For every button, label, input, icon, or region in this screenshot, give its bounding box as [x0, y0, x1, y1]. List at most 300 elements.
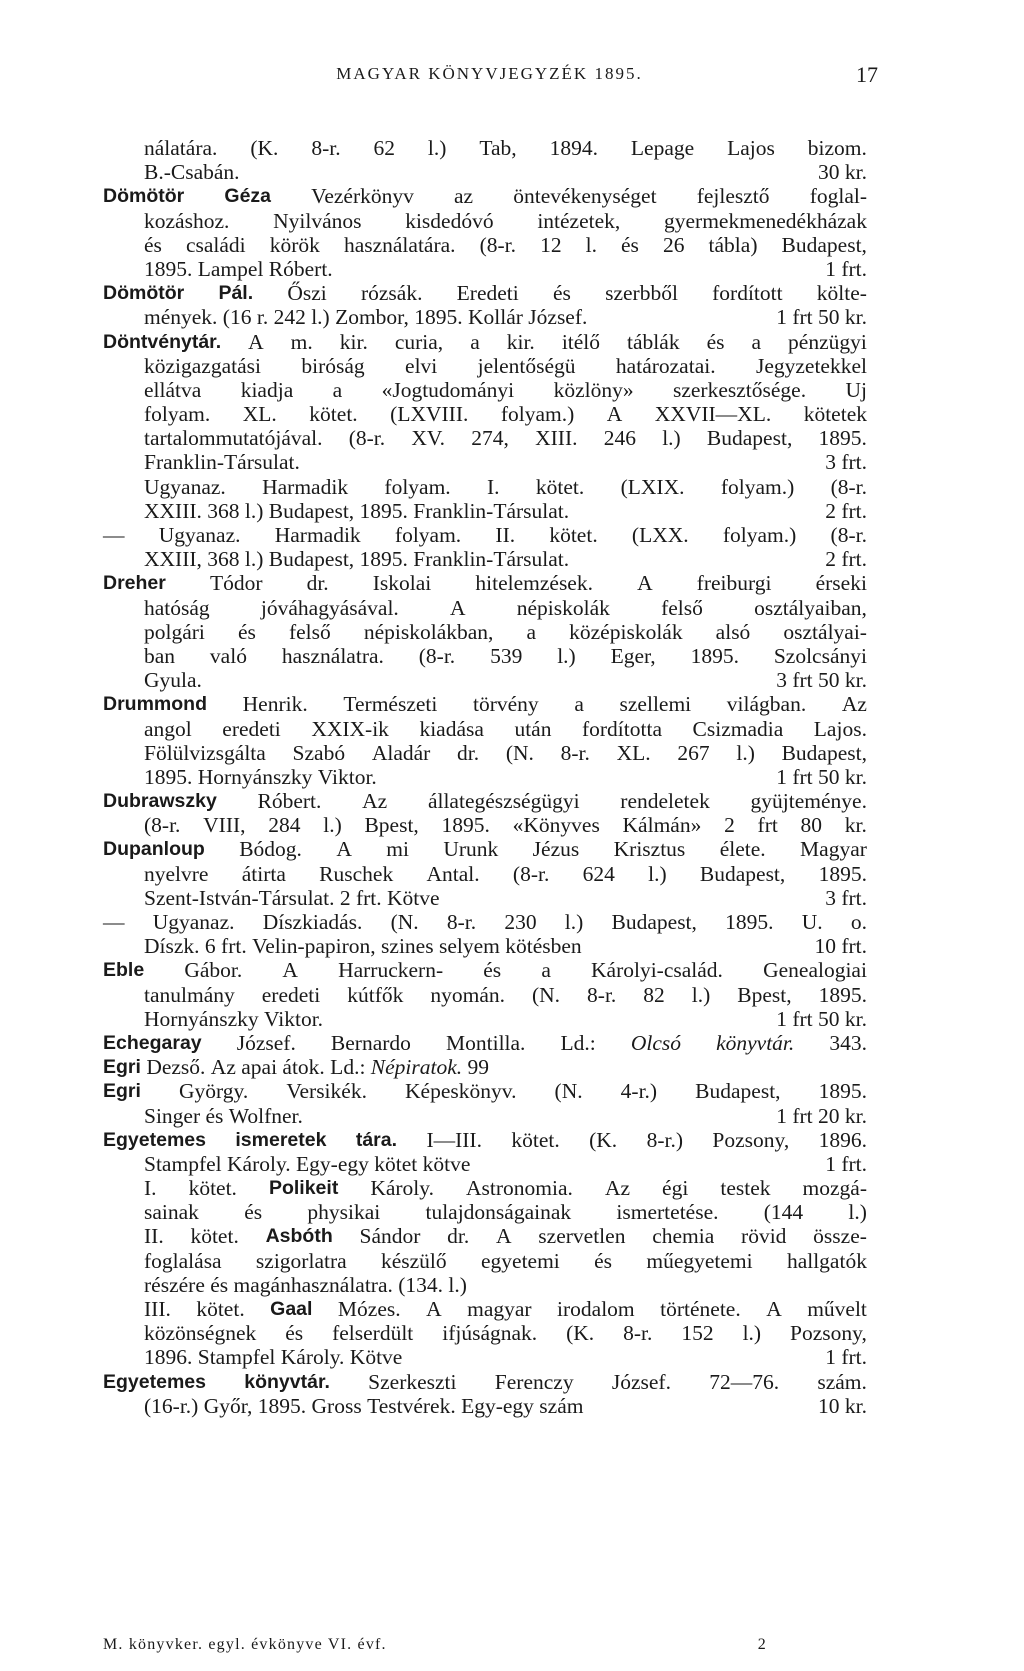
- text-word: l.): [564, 910, 584, 934]
- text-word: és: [244, 1200, 263, 1225]
- text-word: Lajos.: [813, 716, 867, 741]
- entry-price: 10 kr.: [818, 1393, 867, 1418]
- text-word: átirta: [241, 861, 286, 886]
- text-word: Természeti: [343, 692, 438, 717]
- text-word: (K.: [250, 136, 279, 160]
- page-footer: [103, 1636, 867, 1654]
- text-word: Fölülvizsgálta: [144, 740, 266, 765]
- text-word: (8-r.: [479, 232, 517, 257]
- text-word: közlöny»: [553, 377, 634, 402]
- text-word: XL.: [616, 740, 651, 765]
- text-word: Az: [841, 692, 867, 717]
- text-line: [103, 1104, 867, 1128]
- text-word: Antal.: [426, 861, 480, 886]
- text-word: polgári: [144, 619, 205, 644]
- text-word: kir.: [506, 329, 535, 354]
- text-word: II.: [144, 1224, 164, 1249]
- entry-text: 99: [462, 1055, 490, 1080]
- text-word: 72—76.: [709, 1369, 780, 1394]
- text-word: ellátva: [144, 377, 202, 402]
- text-word: és: [552, 281, 571, 306]
- text-word: György.: [179, 1079, 249, 1104]
- text-word: szám.: [817, 1369, 867, 1394]
- text-line: [103, 450, 867, 474]
- text-word: Kálmán»: [622, 813, 702, 838]
- text-word: Vezérkönyv: [311, 184, 414, 209]
- text-word: (N.: [554, 1079, 583, 1104]
- text-word: egyetemi: [480, 1248, 560, 1273]
- text-line: [103, 886, 867, 910]
- text-word: l.): [742, 1321, 762, 1346]
- text-word: A: [282, 958, 298, 983]
- text-word: dr.: [447, 1224, 470, 1249]
- text-word: mi: [386, 837, 409, 862]
- text-word: folyam.: [144, 402, 211, 427]
- text-word: kötet.: [535, 474, 585, 499]
- text-word: (LXX.: [631, 523, 689, 547]
- text-word: osztályai-: [783, 619, 867, 644]
- text-word: 2: [724, 813, 735, 838]
- text-word: népiskolákban,: [363, 619, 494, 644]
- running-title: MAGYAR KÖNYVJEGYZÉK 1895.: [336, 64, 643, 83]
- text-line: [103, 1321, 867, 1345]
- entry-text: 1895. Lampel Róbert.: [144, 256, 333, 281]
- text-line: [103, 813, 867, 837]
- text-word: 8-r.: [311, 136, 341, 160]
- text-word: (8-r.: [348, 426, 386, 451]
- entry-text: Hornyánszky Viktor.: [144, 1006, 324, 1031]
- text-word: Csizmadia: [692, 716, 784, 741]
- text-line: [103, 644, 867, 668]
- text-word: (144: [763, 1200, 804, 1225]
- text-word: szerbből: [605, 281, 678, 306]
- text-word: 8-r.: [446, 910, 477, 934]
- entry-author: Egyetemes: [103, 1370, 206, 1393]
- text-word: Gábor.: [184, 958, 243, 983]
- text-word: kútfők: [347, 982, 404, 1007]
- text-word: foglal-: [809, 184, 867, 209]
- entry-text: Singer és Wolfner.: [144, 1103, 303, 1128]
- entry-text: Gyula.: [144, 668, 202, 693]
- text-word: kötet.: [511, 1127, 560, 1152]
- entry-author: Géza: [224, 185, 272, 208]
- entry-text: Franklin-Társulat.: [144, 450, 300, 475]
- text-line: [103, 765, 867, 789]
- text-word: Lajos: [727, 136, 775, 160]
- text-line: [103, 1128, 867, 1152]
- text-line: [103, 136, 867, 160]
- entry-price: 2 frt.: [825, 498, 867, 523]
- text-word: 267: [677, 740, 710, 765]
- entry-author: Egri: [103, 1056, 141, 1079]
- text-word: égi: [662, 1176, 689, 1201]
- text-line: [103, 305, 867, 329]
- text-word: művelt: [807, 1297, 867, 1321]
- text-word: szellemi: [619, 692, 692, 717]
- page-number: 17: [856, 62, 878, 87]
- text-word: Ugyanaz.: [158, 523, 241, 547]
- text-word: Pozsony,: [790, 1321, 867, 1346]
- text-line: [103, 910, 867, 934]
- text-word: XV.: [411, 426, 446, 451]
- text-word: hallgatók: [786, 1248, 867, 1273]
- text-word: Ruschek: [319, 861, 394, 886]
- text-line: [103, 1176, 867, 1200]
- entry-price: 1 frt 50 kr.: [776, 764, 867, 789]
- text-line: [103, 354, 867, 378]
- entry-author: Dubrawszky: [103, 790, 217, 813]
- text-word: l.): [848, 1200, 867, 1225]
- text-line: [103, 378, 867, 402]
- text-word: (LXVIII.: [390, 402, 469, 427]
- text-line: [103, 1273, 867, 1297]
- text-word: Róbert.: [257, 789, 322, 814]
- text-line: [103, 1031, 867, 1055]
- text-word: l.): [691, 982, 711, 1007]
- entry-price: 2 frt.: [825, 547, 867, 572]
- text-word: Sándor: [359, 1224, 421, 1249]
- text-word: A: [336, 837, 352, 862]
- text-word: elvi: [405, 353, 438, 378]
- footer-signature: M. könyvker. egyl. évkönyve VI. évf.: [103, 1636, 387, 1653]
- text-word: a: [574, 692, 584, 717]
- text-word: használatára.: [343, 232, 456, 257]
- text-word: a: [332, 377, 343, 402]
- text-word: A: [248, 329, 264, 354]
- text-word: Őszi: [287, 281, 327, 306]
- entry-author: ismeretek: [235, 1128, 327, 1151]
- entry-text: mények. (16 r. 242 l.) Zombor, 1895. Kollár József.: [144, 305, 588, 330]
- text-word: 12: [540, 232, 562, 257]
- text-word: tanulmány: [144, 982, 235, 1007]
- text-line: [103, 1345, 867, 1369]
- text-word: kötet.: [309, 402, 358, 427]
- text-word: felserdült: [332, 1321, 414, 1346]
- text-line: [103, 958, 867, 982]
- text-word: Bódog.: [239, 837, 302, 862]
- text-word: A: [450, 595, 466, 620]
- text-word: 246: [603, 426, 636, 451]
- entry-author: Gaal: [270, 1298, 313, 1320]
- text-word: magyar: [467, 1297, 532, 1321]
- text-word: Astronomia.: [466, 1176, 573, 1201]
- entry-text: Szent-István-Társulat. 2 frt. Kötve: [144, 885, 440, 910]
- text-word: U.: [801, 910, 823, 934]
- text-word: és: [594, 1248, 613, 1273]
- text-word: Nyilvános: [273, 208, 362, 233]
- text-word: Iskolai: [372, 571, 432, 596]
- sheet-mark: 2: [757, 1636, 767, 1653]
- text-word: Jegyzetekkel: [755, 353, 867, 378]
- text-word: 1895.: [725, 910, 774, 934]
- entry-text: XXIII, 368 l.) Budapest, 1895. Franklin-Társulat.: [144, 547, 570, 572]
- text-word: Pozsony,: [712, 1127, 790, 1152]
- text-word: kisdedóvó: [405, 208, 494, 233]
- text-word: (8-r.: [830, 523, 867, 547]
- text-word: mozgá-: [802, 1176, 867, 1201]
- text-word: I.: [487, 474, 500, 499]
- text-line: [103, 523, 867, 547]
- text-word: József.: [236, 1030, 296, 1055]
- entry-price: 1 frt 20 kr.: [776, 1103, 867, 1128]
- text-word: eredeti: [222, 716, 281, 741]
- text-word: II.: [495, 523, 516, 547]
- entry-price: 1 frt.: [825, 1151, 867, 1176]
- text-word: Aladár: [371, 740, 431, 765]
- text-word: szerkesztősége.: [672, 377, 807, 402]
- text-word: physikai: [307, 1200, 381, 1225]
- text-word: Tódor: [209, 571, 263, 596]
- text-word: kötet.: [190, 1224, 239, 1249]
- text-word: népiskolák: [516, 595, 610, 620]
- text-word: alsó: [715, 619, 751, 644]
- text-word: pénzügyi: [788, 329, 867, 354]
- entry-author: Dömötör: [103, 282, 185, 305]
- text-word: Budapest,: [706, 426, 793, 451]
- text-word: nyelvre: [144, 861, 209, 886]
- text-word: a: [541, 958, 551, 983]
- text-word: (8-r.: [830, 474, 867, 499]
- entry-author: Dupanloup: [103, 838, 205, 861]
- text-word: nyomán.: [430, 982, 506, 1007]
- text-word: Szolcsányi: [773, 643, 867, 668]
- text-word: és: [706, 329, 725, 354]
- text-word: l.): [323, 813, 342, 838]
- text-word: folyam.): [500, 402, 575, 427]
- text-word: tábla): [708, 232, 758, 257]
- text-word: Budapest,: [611, 910, 697, 934]
- text-line: [103, 233, 867, 257]
- text-line: [103, 934, 867, 958]
- entry-author: Dreher: [103, 572, 166, 595]
- text-word: 8-r.: [587, 982, 617, 1007]
- text-word: A: [606, 402, 623, 427]
- text-word: 539: [490, 643, 523, 668]
- text-word: Szabó: [292, 740, 346, 765]
- text-word: Ld.:: [560, 1030, 596, 1055]
- text-word: —: [103, 523, 125, 547]
- text-word: biróság: [301, 353, 365, 378]
- text-word: 1895.: [818, 861, 867, 886]
- text-word: Olcsó: [630, 1030, 681, 1055]
- text-word: VIII,: [203, 813, 246, 838]
- text-word: Montilla.: [446, 1030, 526, 1055]
- entry-text: 1896. Stampfel Károly. Kötve: [144, 1345, 403, 1370]
- text-word: (8-r.: [418, 643, 456, 668]
- text-word: Urunk: [443, 837, 499, 862]
- text-word: Az: [362, 789, 388, 814]
- text-word: «Könyves: [512, 813, 600, 838]
- text-word: m.: [290, 329, 313, 354]
- text-word: 624: [582, 861, 615, 886]
- text-word: 343.: [829, 1030, 867, 1055]
- text-word: tartalommutatójával.: [144, 426, 323, 451]
- entry-author: Drummond: [103, 693, 207, 716]
- text-word: műegyetemi: [646, 1248, 753, 1273]
- entry-author: Echegaray: [103, 1031, 202, 1054]
- text-word: folyam.: [384, 474, 451, 499]
- text-word: Versikék.: [286, 1079, 367, 1104]
- text-word: Krisztus: [613, 837, 686, 862]
- text-word: 62: [373, 136, 395, 160]
- entry-author: tára.: [355, 1128, 398, 1151]
- text-word: Bernardo: [330, 1030, 411, 1055]
- text-word: használatra.: [281, 643, 384, 668]
- text-word: szervetlen: [538, 1224, 626, 1249]
- text-word: Tab,: [479, 136, 517, 160]
- text-word: 1895.: [818, 982, 867, 1007]
- text-line: [103, 160, 867, 184]
- text-word: —: [103, 910, 125, 934]
- text-word: Budapest,: [695, 1079, 781, 1104]
- text-line: [103, 475, 867, 499]
- text-word: III.: [144, 1297, 171, 1321]
- text-word: 8-r.): [646, 1127, 683, 1152]
- text-word: Szerkeszti: [368, 1369, 457, 1394]
- text-word: 230: [504, 910, 537, 934]
- text-word: A: [496, 1224, 512, 1249]
- text-word: 1895.: [818, 426, 867, 451]
- text-word: folyam.): [720, 474, 795, 499]
- text-word: ifjúságnak.: [442, 1321, 538, 1346]
- text-word: Budapest,: [781, 740, 867, 765]
- text-word: József.: [611, 1369, 671, 1394]
- text-word: és: [285, 1321, 304, 1346]
- text-word: (LXIX.: [620, 474, 685, 499]
- text-line: [103, 1370, 867, 1394]
- text-word: sainak: [144, 1200, 199, 1225]
- text-word: Az: [604, 1176, 631, 1201]
- text-word: intézetek,: [537, 208, 621, 233]
- text-word: körök: [269, 232, 320, 257]
- text-word: l.): [427, 136, 447, 160]
- text-word: közönségnek: [144, 1321, 257, 1346]
- text-word: hitelemzések.: [475, 571, 593, 596]
- text-word: Harmadik: [274, 523, 361, 547]
- text-word: Eredeti: [456, 281, 519, 306]
- text-word: curia,: [394, 329, 444, 354]
- text-word: XXIX-ik: [311, 716, 389, 741]
- text-word: 1895.: [818, 1079, 867, 1104]
- text-word: után: [514, 716, 552, 741]
- running-head: [105, 62, 878, 94]
- text-word: Mózes.: [337, 1297, 401, 1321]
- text-word: kötet.: [196, 1297, 245, 1321]
- text-word: 152: [681, 1321, 714, 1346]
- text-line: [103, 862, 867, 886]
- text-word: folyam.): [722, 523, 797, 547]
- text-word: chemia: [652, 1224, 715, 1249]
- text-word: középiskolák: [569, 619, 683, 644]
- text-word: a: [526, 619, 537, 644]
- text-word: és: [144, 232, 162, 257]
- entry-text: részére és magánhasználatra. (134. l.): [144, 1272, 467, 1297]
- text-word: testek: [720, 1176, 771, 1201]
- text-line: [103, 620, 867, 644]
- text-word: érseki: [815, 571, 867, 596]
- text-line: [103, 1007, 867, 1031]
- entry-text: XXIII. 368 l.) Budapest, 1895. Franklin-Társulat.: [144, 498, 570, 523]
- text-word: XL.: [242, 402, 277, 427]
- text-line: [103, 692, 867, 716]
- text-word: folyam.: [394, 523, 462, 547]
- text-word: freiburgi: [696, 571, 772, 596]
- text-word: családi: [185, 232, 246, 257]
- text-word: rövid: [741, 1224, 787, 1249]
- text-line: [103, 209, 867, 233]
- text-line: [103, 1394, 867, 1418]
- text-word: o.: [850, 910, 867, 934]
- text-word: fordította: [581, 716, 662, 741]
- text-word: l.): [662, 426, 681, 451]
- text-word: jóváhagyásával.: [260, 595, 399, 620]
- text-word: 4-r.): [620, 1079, 658, 1104]
- text-word: táblák: [627, 329, 680, 354]
- text-word: 1895.: [690, 643, 739, 668]
- text-word: az: [454, 184, 474, 209]
- text-line: [103, 426, 867, 450]
- entry-author: Asbóth: [265, 1225, 333, 1248]
- text-word: jelentőségü: [477, 353, 576, 378]
- text-line: [103, 571, 867, 595]
- entry-text: Népiratok.: [370, 1055, 463, 1080]
- text-line: [103, 596, 867, 620]
- entry-price: 10 frt.: [814, 934, 867, 959]
- entry-price: 3 frt.: [825, 450, 867, 475]
- text-line: [103, 717, 867, 741]
- entry-author: Dömötör: [103, 185, 185, 208]
- text-word: bizom.: [807, 136, 867, 160]
- text-word: angol: [144, 716, 192, 741]
- text-word: hatóság: [144, 595, 210, 620]
- text-word: Harruckern-: [338, 958, 444, 983]
- text-word: 1894.: [549, 136, 598, 160]
- text-word: szigorlatra: [255, 1248, 347, 1273]
- text-word: (N.: [505, 740, 534, 765]
- text-word: Eger,: [610, 643, 656, 668]
- text-word: (8-r.: [512, 861, 550, 886]
- text-line: [103, 1079, 867, 1103]
- text-word: Lepage: [630, 136, 695, 160]
- text-word: rózsák.: [360, 281, 423, 306]
- text-word: ban: [144, 643, 176, 668]
- text-word: határozatai.: [615, 353, 716, 378]
- text-word: irodalom: [557, 1297, 635, 1321]
- text-word: kr.: [844, 813, 867, 838]
- entry-price: 30 kr.: [818, 160, 867, 185]
- text-word: a: [470, 329, 480, 354]
- text-word: Ugyanaz.: [144, 474, 226, 499]
- text-word: l.: [585, 232, 597, 257]
- entry-text: Díszk. 6 frt. Velin-papiron, szines selyem kötésben: [144, 934, 582, 959]
- entry-text: (16-r.) Győr, 1895. Gross Testvérek. Egy-egy szám: [144, 1393, 584, 1418]
- entry-author: Egyetemes: [103, 1128, 206, 1151]
- text-word: foglalása: [144, 1248, 222, 1273]
- text-word: A: [766, 1297, 782, 1321]
- text-word: kiadja: [240, 377, 294, 402]
- entry-text: Stampfel Károly. Egy-egy kötet kötve: [144, 1151, 471, 1176]
- text-line: [103, 668, 867, 692]
- text-word: Jézus: [532, 837, 580, 862]
- text-word: 274,: [471, 426, 509, 451]
- text-line: [103, 789, 867, 813]
- text-word: állategészségügyi: [427, 789, 580, 814]
- text-word: Ugyanaz.: [152, 910, 235, 934]
- text-word: Károly.: [370, 1176, 435, 1201]
- catalogue-entries: [103, 136, 867, 1418]
- text-word: élete.: [719, 837, 766, 862]
- text-line: [103, 402, 867, 426]
